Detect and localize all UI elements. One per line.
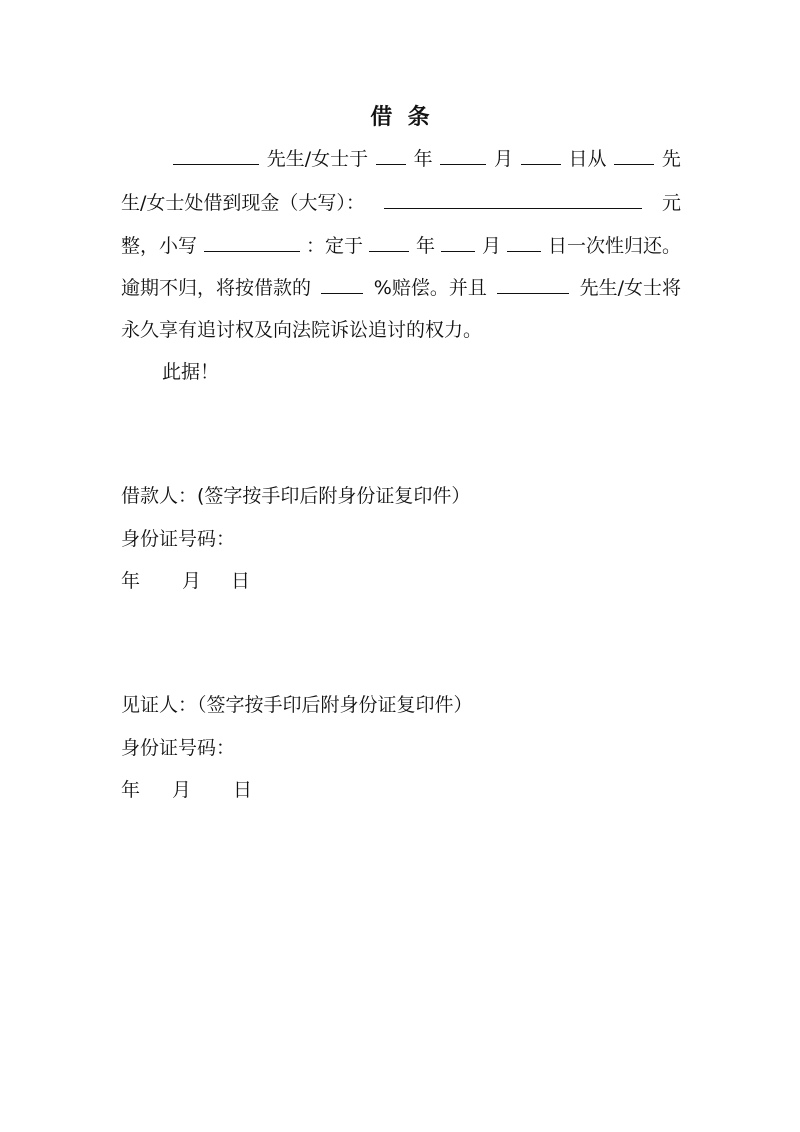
date-day: 日	[231, 570, 251, 592]
text-segment: 先	[661, 148, 681, 170]
month-blank[interactable]	[440, 146, 486, 165]
borrower-name-blank[interactable]	[614, 146, 654, 165]
date-month: 月	[172, 779, 192, 801]
borrower-id-label: 身份证号码：	[121, 528, 236, 550]
borrower-date	[121, 569, 681, 593]
text-segment: 日从	[568, 148, 607, 170]
witness-id-label: 身份证号码：	[121, 737, 236, 759]
borrower-label: 借款人：(签字按手印后附身份证复印件）	[121, 485, 471, 507]
text-segment: 先生/女士于	[266, 148, 369, 170]
text-segment: 年	[413, 148, 433, 170]
text-segment: 逾期不归，将按借款的	[121, 277, 312, 299]
amount-in-words-blank[interactable]	[384, 190, 642, 209]
day-blank[interactable]	[521, 146, 561, 165]
text-segment: 整，小写	[121, 235, 198, 257]
text-segment: 日一次性归还。	[547, 235, 681, 257]
year-blank[interactable]	[376, 146, 406, 165]
body-line-4	[121, 275, 681, 299]
date-year: 年	[121, 570, 141, 592]
repay-day-blank[interactable]	[507, 233, 541, 252]
date-year: 年	[121, 779, 141, 801]
amount-in-figures-blank[interactable]	[204, 233, 300, 252]
text-segment: ：定于	[305, 235, 363, 257]
document-title: 借 条	[370, 105, 430, 130]
body-line-1	[121, 146, 681, 170]
witness-date	[121, 778, 681, 802]
body-line-3	[121, 233, 681, 257]
text-segment: %赔偿。并且	[373, 277, 487, 299]
text-segment: 元	[661, 192, 681, 214]
repay-month-blank[interactable]	[441, 233, 475, 252]
text-segment: 先生/女士将	[579, 277, 681, 299]
text-segment: 生/女士处借到现金（大写）：	[121, 192, 365, 214]
body-line-2	[121, 190, 681, 214]
penalty-percent-blank[interactable]	[321, 275, 363, 294]
date-month: 月	[182, 570, 202, 592]
text-segment: 年	[415, 235, 435, 257]
date-day: 日	[233, 779, 253, 801]
lender-name-blank[interactable]	[173, 146, 259, 165]
closing-statement: 此据！	[162, 361, 220, 383]
body-line-5: 永久享有追讨权及向法院诉讼追讨的权力。	[121, 319, 483, 341]
creditor-name-blank[interactable]	[497, 275, 569, 294]
text-segment: 月	[481, 235, 501, 257]
witness-label: 见证人：（签字按手印后附身份证复印件）	[121, 694, 473, 716]
repay-year-blank[interactable]	[369, 233, 409, 252]
text-segment: 月	[494, 148, 514, 170]
